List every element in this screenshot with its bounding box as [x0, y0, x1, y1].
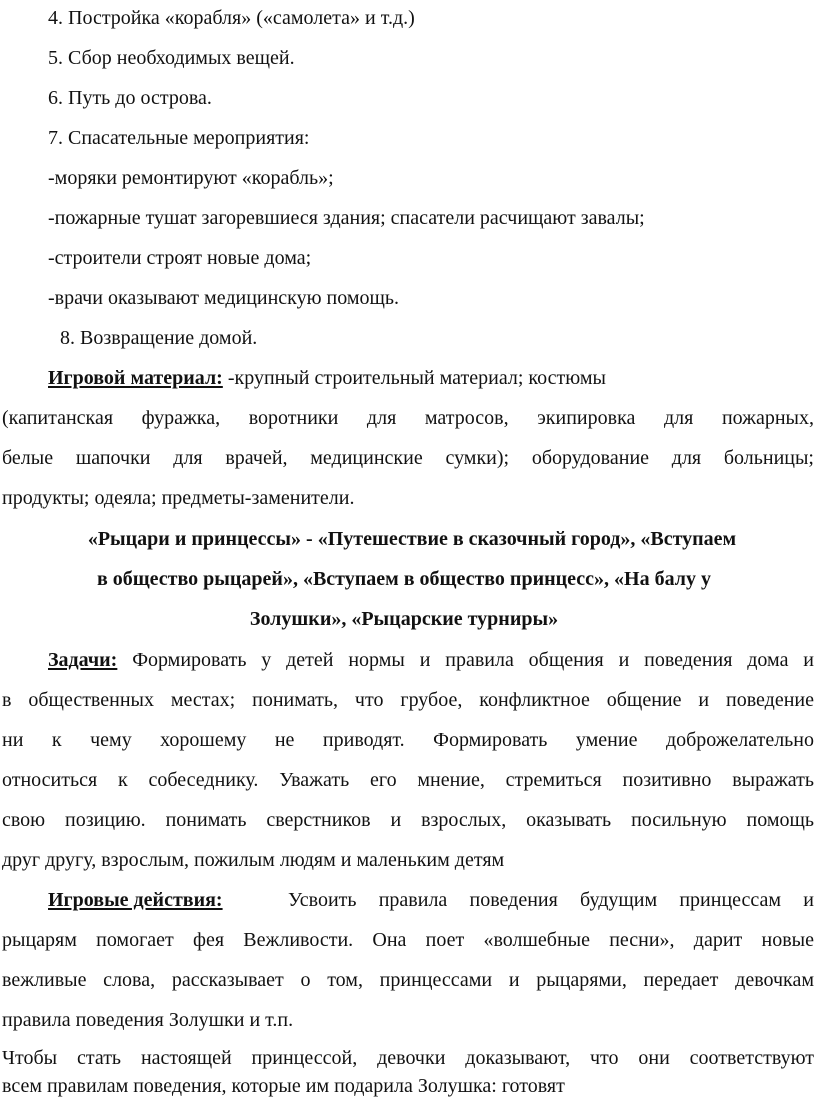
material-text-3: белые шапочки для врачей, медицинские сумки); оборудование для больницы;: [2, 447, 814, 469]
list-item-7: 7. Спасательные мероприятия:: [48, 127, 310, 149]
final-text-1: Чтобы стать настоящей принцессой, девочки доказывают, что они соответствуют: [2, 1047, 814, 1069]
game-title-line-2: в общество рыцарей», «Вступаем в общество принцесс», «На балу у: [97, 568, 711, 590]
tasks-text-2: в общественных местах; понимать, что грубое, конфликтное общение и поведение: [2, 689, 814, 711]
actions-text-2: рыцарям помогает фея Вежливости. Она поет «волшебные песни», дарит новые: [2, 929, 814, 951]
tasks-text-5: свою позицию. понимать сверстников и взрослых, оказывать посильную помощь: [2, 809, 814, 831]
material-label: Игровой материал:: [48, 367, 223, 389]
tasks-text-6: друг другу, взрослым, пожилым людям и маленьким детям: [2, 849, 505, 871]
tasks-text-1: Формировать у детей нормы и правила общения и поведения дома и: [117, 649, 814, 671]
game-title-line-1: «Рыцари и принцессы» - «Путешествие в сказочный город», «Вступаем: [87, 528, 737, 550]
list-item-4: 4. Постройка «корабля» («самолета» и т.д.): [48, 7, 415, 29]
actions-first-line: [48, 888, 253, 912]
material-text-2: (капитанская фуражка, воротники для матросов, экипировка для пожарных,: [2, 407, 814, 429]
list-item-6: 6. Путь до острова.: [48, 87, 212, 109]
dash-item-doctors: -врачи оказывают медицинскую помощь.: [48, 287, 400, 309]
material-first-line: [48, 366, 606, 390]
material-text-4: продукты; одеяла; предметы-заменители.: [2, 487, 355, 509]
actions-text-4: правила поведения Золушки и т.п.: [2, 1009, 294, 1031]
actions-text-3: вежливые слова, рассказывает о том, принцессами и рыцарями, передает девочкам: [2, 969, 814, 991]
tasks-first-line: [48, 648, 814, 672]
tasks-label: Задачи:: [48, 649, 118, 671]
list-item-5: 5. Сбор необходимых вещей.: [48, 47, 295, 69]
game-title-line-3: Золушки», «Рыцарские турниры»: [249, 608, 559, 630]
dash-item-builders: -строители строят новые дома;: [48, 247, 312, 269]
actions-text-1: Усвоить правила поведения будущим принцессам и: [288, 889, 814, 911]
actions-label: Игровые действия:: [48, 889, 223, 911]
tasks-text-3: ни к чему хорошему не приводят. Формировать умение доброжелательно: [2, 729, 814, 751]
list-item-8: 8. Возвращение домой.: [60, 327, 258, 349]
final-text-2: всем правилам поведения, которые им подарила Золушка: готовят: [2, 1075, 565, 1097]
tasks-text-4: относиться к собеседнику. Уважать его мнение, стремиться позитивно выражать: [2, 769, 814, 791]
dash-item-firefighters: -пожарные тушат загоревшиеся здания; спасатели расчищают завалы;: [48, 207, 645, 229]
material-text-1: -крупный строительный материал; костюмы: [222, 367, 606, 389]
dash-item-sailors: -моряки ремонтируют «корабль»;: [48, 167, 334, 189]
